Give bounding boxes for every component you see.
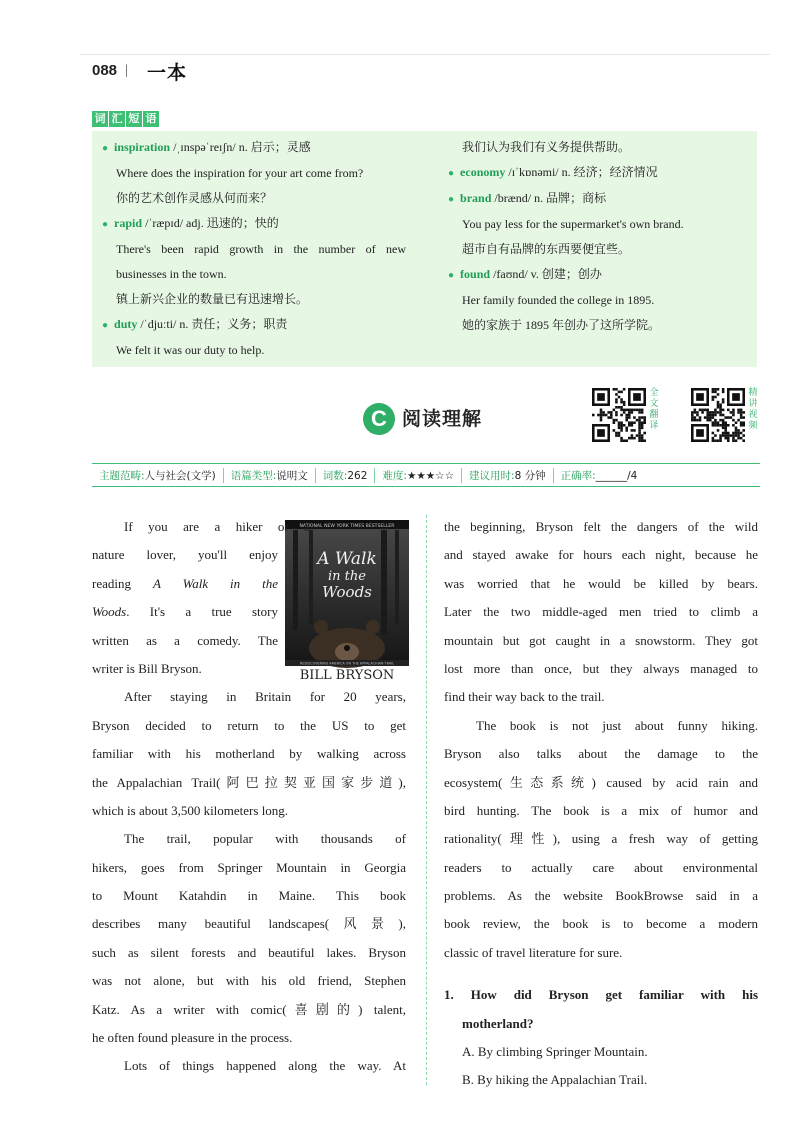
question-stem: 1. How did Bryson get familiar with his (444, 987, 758, 1003)
vocab-entry (448, 262, 748, 288)
passage-line: such as silent forests and beautiful lakes. Bryson (92, 944, 406, 960)
vocab-headword: brand (460, 191, 492, 205)
passage-line: reading A Walk in the (92, 575, 278, 591)
passage-line: rationality(理性), using a fresh way of getting (444, 831, 758, 847)
vocab-example: We felt it was our duty to help. (116, 343, 265, 357)
info-genre: 语篇类型:说明文 (224, 468, 316, 483)
option-b[interactable]: B. By hiking the Appalachian Trail. (462, 1072, 648, 1088)
svg-text:A Walk: A Walk (317, 549, 377, 569)
passage-line: bird hunting. The book is a mix of humor and (444, 802, 758, 818)
vocab-example: There's been rapid growth in the number of new (116, 242, 406, 256)
passage-line: If you are a hiker or a (124, 519, 310, 534)
vocab-tag-char: 汇 (109, 111, 125, 127)
passage-line: familiar with his motherland by walking across (92, 746, 406, 762)
vocab-entry (102, 211, 406, 237)
passage-line: the beginning, Bryson felt the dangers of the wild (444, 519, 758, 534)
passage-line: was not alone, but with his old friend, Stephen (92, 973, 406, 989)
passage-line: to Mount Katahdin in Maine. This book (92, 888, 406, 904)
vocab-headword: inspiration (114, 140, 171, 154)
vocab-example: Her family founded the college in 1895. (462, 293, 655, 307)
passage-line: nature lover, you'll enjoy (92, 547, 278, 563)
passage-line: Bryson decided to return to the US to get (92, 717, 406, 733)
passage-line: The trail, popular with thousands of (124, 831, 406, 847)
passage-line: and stayed awake for hours each night, because he (444, 547, 758, 563)
vocab-column-left (102, 135, 406, 363)
passage-line: hikers, goes from Springer Mountain in Georgia (92, 859, 406, 875)
passage-line: Bryson also talks about the damage to the (444, 746, 758, 762)
info-suggested-time: 建议用时:8 分钟 (462, 468, 554, 483)
svg-text:REDISCOVERING AMERICA ON THE A: REDISCOVERING AMERICA ON THE APPALACHIAN TRAIL (299, 661, 395, 666)
passage-line: Katz. As a writer with comic(喜剧的) talent, (92, 1001, 406, 1017)
passage-line: The book is not just about funny hiking. (476, 717, 758, 733)
passage-line: mountain but got caught in a snowstorm. They got (444, 632, 758, 648)
vocab-example: Where does the inspiration for your art come from? (116, 166, 364, 180)
bullet-icon: ● (448, 194, 455, 205)
vocab-definition: /ˌɪnspəˈreɪʃn/ n. 启示；灵感 (170, 140, 311, 154)
bullet-icon: ● (448, 270, 455, 281)
passage-line: was worried that he would be killed by bears. (444, 575, 758, 591)
vocab-definition: /brænd/ n. 品牌；商标 (491, 191, 607, 205)
vocab-tag-char: 词 (92, 111, 108, 127)
vocab-example: businesses in the town. (116, 267, 227, 281)
passage-line: writer is Bill Bryson. (92, 660, 202, 676)
passage-line: Later the two middle-aged men tried to climb a (444, 604, 758, 620)
vocab-tag-char: 语 (143, 111, 159, 127)
bullet-icon: ● (102, 219, 109, 230)
vocab-entry (102, 312, 406, 338)
passage-line: problems. As the website BookBrowse said in a (444, 888, 758, 904)
svg-text:in the: in the (328, 569, 366, 584)
vocab-definition: /faʊnd/ v. 创建；创办 (490, 267, 602, 281)
qr-translation-label: 全 文 翻 译 (649, 388, 659, 431)
passage-line: readers to actually care about environmental (444, 859, 758, 875)
passage-right-column (444, 513, 758, 1095)
passage-line: book review, the book is to become a modern (444, 916, 758, 932)
bullet-icon: ● (448, 168, 455, 179)
question-stem-continued: motherland? (462, 1015, 534, 1031)
vocab-example: 我们认为我们有义务提供帮助。 (462, 140, 631, 154)
qr-video-label: 精 讲 视 频 (748, 388, 758, 431)
info-accuracy: 正确率:______/4 (560, 469, 638, 482)
reading-section-icon: C (363, 403, 395, 435)
vocab-example: You pay less for the supermarket's own brand. (462, 217, 684, 231)
vocab-headword: economy (460, 165, 506, 179)
vocab-entry (448, 186, 748, 212)
info-word-count: 词数:262 (316, 468, 376, 483)
vocab-tag-char: 短 (126, 111, 142, 127)
info-topic: 主题范畴:人与社会(文学) (92, 468, 224, 483)
svg-text:NATIONAL NEW YORK TIMES BESTSE: NATIONAL NEW YORK TIMES BESTSELLER (299, 524, 395, 529)
header-rule (80, 54, 770, 55)
vocab-column-right (448, 135, 748, 338)
passage-line: written as a comedy. The (92, 632, 278, 648)
vocab-box (92, 131, 757, 367)
vocab-headword: rapid (114, 216, 143, 230)
passage-line: find their way back to the trail. (444, 689, 605, 705)
header-separator: | (125, 63, 128, 78)
vocab-definition: /ɪˈkɒnəmi/ n. 经济；经济情况 (505, 165, 658, 179)
vocab-entry (102, 135, 406, 161)
svg-text:Woods: Woods (322, 583, 372, 601)
info-difficulty: 难度:★★★☆☆ (375, 468, 462, 483)
vocab-example: 你的艺术创作灵感从何而来？ (116, 191, 273, 205)
qr-code-video[interactable] (691, 388, 745, 442)
vocab-section-tag (92, 111, 159, 127)
option-a[interactable]: A. By climbing Springer Mountain. (462, 1044, 648, 1060)
bullet-icon: ● (102, 143, 109, 154)
qr-code-translation[interactable] (592, 388, 646, 442)
vocab-headword: found (460, 267, 491, 281)
page-number: 088 (92, 62, 118, 79)
book-author-text: BILL BRYSON (299, 668, 395, 682)
passage-line: describes many beautiful landscapes(风景), (92, 916, 406, 932)
vocab-headword: duty (114, 317, 138, 331)
vocab-example: 她的家族于 1895 年创办了这所学院。 (462, 318, 661, 332)
vocab-example: 超市自有品牌的东西要便宜些。 (462, 242, 631, 256)
passage-line: the Appalachian Trail(阿巴拉契亚国家步道), (92, 774, 406, 790)
vocab-entry (448, 160, 748, 186)
passage-line: classic of travel literature for sure. (444, 944, 623, 960)
passage-line: which is about 3,500 kilometers long. (92, 802, 289, 818)
passage-line: Lots of things happened along the way. At (124, 1058, 406, 1074)
passage-info-bar (92, 463, 760, 487)
section-title: 阅读理解 (402, 408, 483, 430)
passage-left-column (92, 513, 406, 1081)
passage-line: After staying in Britain for 20 years, (124, 689, 406, 705)
passage-line: ecosystem(生态系统) caused by acid rain and (444, 774, 758, 790)
passage-line: lost more than once, but they always managed to (444, 660, 758, 676)
vocab-example: 镇上新兴企业的数量已有迅速增长。 (116, 292, 309, 306)
vocab-definition: /ˈræpɪd/ adj. 迅速的；快的 (142, 216, 279, 230)
passage-line: Woods. It's a true story (92, 604, 278, 620)
bullet-icon: ● (102, 320, 109, 331)
column-divider (426, 515, 427, 1085)
passage-line: he often found pleasure in the process. (92, 1030, 293, 1046)
brand-logo: 一本 (147, 62, 188, 84)
vocab-definition: /ˈdjuːti/ n. 责任；义务；职责 (137, 317, 288, 331)
